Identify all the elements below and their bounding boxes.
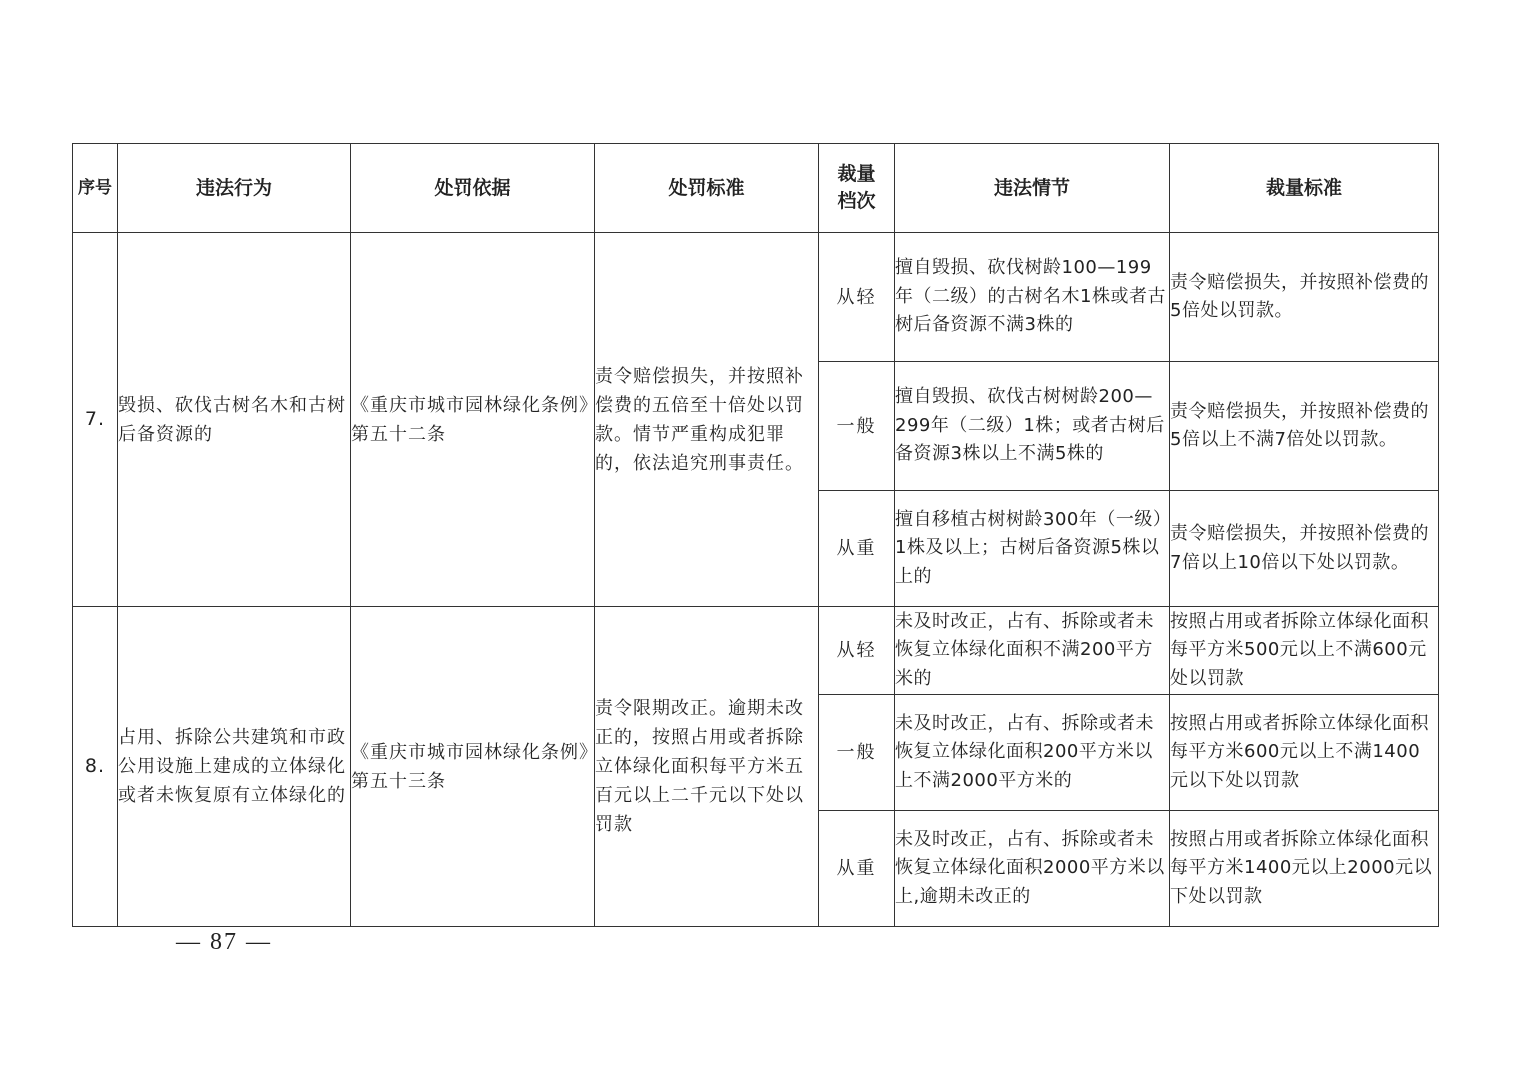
table-row	[73, 233, 1439, 362]
level-normal: 一般	[819, 362, 895, 491]
level-rule: 按照占用或者拆除立体绿化面积每平方米600元以上不满1400元以下处以罚款	[1170, 695, 1439, 811]
level-severe: 从重	[819, 811, 895, 927]
level-lenient: 从轻	[819, 607, 895, 695]
header-rule: 裁量标准	[1170, 144, 1439, 233]
header-standard: 处罚标准	[595, 144, 819, 233]
header-basis: 处罚依据	[351, 144, 595, 233]
table-header-row	[73, 144, 1439, 233]
level-severe: 从重	[819, 491, 895, 607]
level-detail: 擅自毁损、砍伐树龄100—199年（二级）的古树名木1株或者古树后备资源不满3株的	[895, 233, 1170, 362]
header-level-line2: 档次	[837, 190, 876, 212]
level-rule: 按照占用或者拆除立体绿化面积每平方米1400元以上2000元以下处以罚款	[1170, 811, 1439, 927]
level-detail: 未及时改正，占有、拆除或者未恢复立体绿化面积2000平方米以上,逾期未改正的	[895, 811, 1170, 927]
level-normal: 一般	[819, 695, 895, 811]
level-detail: 未及时改正，占有、拆除或者未恢复立体绿化面积200平方米以上不满2000平方米的	[895, 695, 1170, 811]
table-row	[73, 607, 1439, 695]
header-level	[819, 144, 895, 233]
header-detail: 违法情节	[895, 144, 1170, 233]
level-lenient: 从轻	[819, 233, 895, 362]
level-rule: 责令赔偿损失，并按照补偿费的7倍以上10倍以下处以罚款。	[1170, 491, 1439, 607]
page-number: — 87 —	[176, 929, 272, 955]
row-standard: 责令限期改正。逾期未改正的，按照占用或者拆除立体绿化面积每平方米五百元以上二千元以下处以罚款	[595, 607, 819, 927]
row-basis: 《重庆市城市园林绿化条例》第五十三条	[351, 607, 595, 927]
row-standard: 责令赔偿损失，并按照补偿费的五倍至十倍处以罚款。情节严重构成犯罪的，依法追究刑事责任。	[595, 233, 819, 607]
level-detail: 擅自毁损、砍伐古树树龄200—299年（二级）1株；或者古树后备资源3株以上不满5株的	[895, 362, 1170, 491]
header-behavior: 违法行为	[118, 144, 351, 233]
row-behavior: 占用、拆除公共建筑和市政公用设施上建成的立体绿化或者未恢复原有立体绿化的	[118, 607, 351, 927]
level-rule: 责令赔偿损失，并按照补偿费的5倍处以罚款。	[1170, 233, 1439, 362]
level-rule: 按照占用或者拆除立体绿化面积每平方米500元以上不满600元处以罚款	[1170, 607, 1439, 695]
penalty-discretion-table	[72, 143, 1439, 927]
row-behavior: 毁损、砍伐古树名木和古树后备资源的	[118, 233, 351, 607]
row-basis: 《重庆市城市园林绿化条例》第五十二条	[351, 233, 595, 607]
level-rule: 责令赔偿损失，并按照补偿费的5倍以上不满7倍处以罚款。	[1170, 362, 1439, 491]
header-seq: 序号	[73, 144, 118, 233]
row-seq: 8.	[73, 607, 118, 927]
row-seq: 7.	[73, 233, 118, 607]
header-level-line1: 裁量	[837, 163, 876, 185]
level-detail: 擅自移植古树树龄300年（一级）1株及以上；古树后备资源5株以上的	[895, 491, 1170, 607]
level-detail: 未及时改正，占有、拆除或者未恢复立体绿化面积不满200平方米的	[895, 607, 1170, 695]
